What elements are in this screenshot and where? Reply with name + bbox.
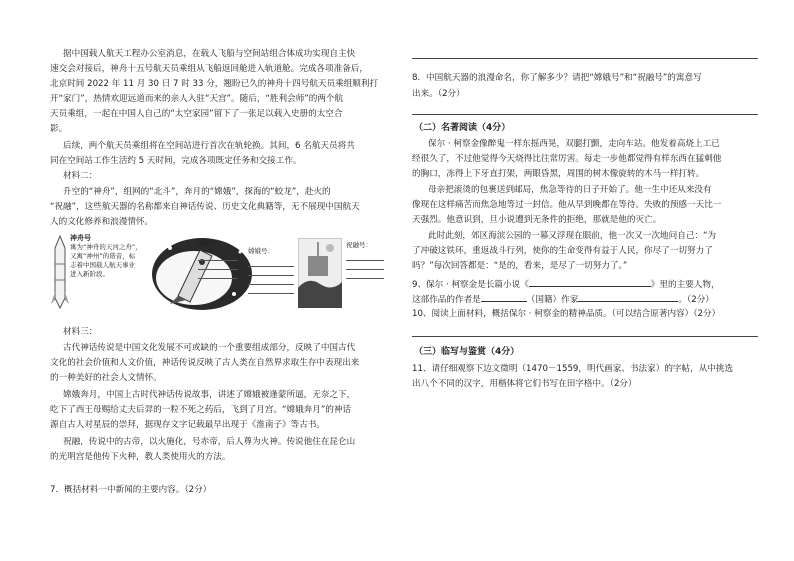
spacecraft-figure bbox=[48, 232, 388, 316]
news-line-1: 据中国载人航天工程办公室消息，在载人飞船与空间站组合体成功实现自主快 bbox=[63, 49, 356, 59]
reading-line-7: 此时此刻，郊区海滨公园的一幕又浮现在眼前，他一次又一次地问自己：“为 bbox=[428, 231, 717, 241]
reading-line-6: 天强烈。他意识到，旦小说遭到无条件的拒绝，那就是他的灭亡。 bbox=[412, 215, 662, 225]
news-line-8: 同在空间站工作生活约 5 天时间，完成各项既定任务和交接工作。 bbox=[50, 156, 302, 166]
reading-line-3: 的胸口，冻得上下牙直打架，两眼昏黑，周围的树木像旋转的木马一样打转。 bbox=[412, 169, 705, 179]
rocket-caption-4: 进入新阶段。 bbox=[70, 270, 109, 278]
q9-part-a: 9、保尔 · 柯察金是长篇小说《 bbox=[412, 280, 529, 290]
material2-title: 材料二： bbox=[63, 171, 98, 181]
news-line-3: 北京时间 2022 年 11 月 30 日 7 时 33 分，翘盼已久的神舟十四号航天员乘组顺利打 bbox=[50, 79, 379, 89]
news-line-5: 天员乘组，一起在中国人自己的“太空家园”留下了一张足以载入史册的太空合 bbox=[50, 109, 343, 119]
zhurong-line-2: 的光明宫是他传下火种，教人类使用火的方法。 bbox=[50, 452, 231, 462]
author-blank[interactable] bbox=[481, 292, 527, 302]
material2-line-2: “祝融”，这些航天器的名称都来自神话传说、历史文化典籍等，无不展现中国航天 bbox=[50, 202, 360, 212]
q9-part-b: 》里的主要人物， bbox=[650, 280, 720, 290]
reading-line-5: 像现在这样痛苦而焦急地等过一封信。他从早到晚都在等待。失败的预感一天比一 bbox=[412, 200, 722, 210]
material2-line-1: 升空的“神舟”，组网的“北斗”，奔月的“嫦娥”，探海的“蛟龙”，赴火的 bbox=[63, 187, 331, 197]
question-7: 7．概括材料一中新闻的主要内容。（2分） bbox=[50, 485, 212, 495]
question-8-line-2: 出来。（2分） bbox=[412, 89, 465, 99]
rocket-caption-2: 又寓“神州”的谐音，标 bbox=[70, 252, 136, 260]
lunar-landscape-illustration bbox=[298, 238, 342, 308]
change-line-3: 源自古人对星辰的崇拜，据现存文字记载最早出现于《淮南子》等古书。 bbox=[50, 420, 326, 430]
novel-title-blank[interactable] bbox=[529, 277, 651, 287]
reading-line-9: 吗？”每次回答都是：“是的，看来，是尽了一切努力了。” bbox=[412, 261, 628, 271]
card-1-label: 祝融号： bbox=[198, 239, 224, 247]
question-9-line-2 bbox=[412, 292, 714, 307]
answer-line[interactable] bbox=[412, 336, 758, 337]
reading-line-8: 了冲破这铁环，重返战斗行列，使你的生命变得有益于人民，你尽了一切努力了 bbox=[412, 246, 713, 256]
material3-line-2: 文化的社会价值和人文价值，神话传说反映了古人类在自然界求取生存中表现出来 bbox=[50, 358, 360, 368]
question-10: 10、阅读上面材料，概括保尔 · 柯察金的精神品质。（可以结合原著内容）（2分） bbox=[412, 309, 721, 319]
news-line-7: 后续，两个航天员乘组将在空间站进行首次在轨轮换。其间，6 名航天员将共 bbox=[63, 141, 355, 151]
material2-line-3: 人的文化修养和浪漫情怀。 bbox=[50, 217, 154, 227]
reading-line-4: 母亲把滚烫的包裹送到邮局，焦急等待的日子开始了。他一生中还从来没有 bbox=[428, 185, 712, 195]
rocket-caption-3: 志着中国载人航天事业 bbox=[70, 261, 135, 269]
reading-line-1: 保尔 · 柯察金像醉鬼一样东摇西晃，双腿打颤，走向车站。他发着高烧上工已 bbox=[428, 139, 720, 149]
section-2-title: （二）名著阅读（4分） bbox=[414, 123, 511, 133]
question-9-line-1 bbox=[412, 277, 720, 292]
question-8-line-1: 8．中国航天器的浪漫命名，你了解多少？请把“嫦娥号”和“祝融号”的寓意写 bbox=[412, 73, 702, 83]
news-line-2: 速交会对接后，神舟十五号航天员乘组从飞船返回舱进入轨道舱。完成各项准备后， bbox=[50, 64, 368, 74]
news-line-4: 开“家门”，热情欢迎远道而来的亲人入驻“天宫”。随后，“胜利会师”的两个航 bbox=[50, 94, 344, 104]
answer-line[interactable] bbox=[412, 58, 758, 59]
card-2-label: 嫦娥号： bbox=[248, 247, 274, 255]
news-line-6: 影。 bbox=[50, 124, 68, 134]
answer-line[interactable] bbox=[412, 114, 758, 115]
material3-line-1: 古代神话传说是中国文化发展不可或缺的一个重要组成部分，反映了中国古代 bbox=[63, 343, 356, 353]
change-line-2: 吃下了西王母赐给丈夫后羿的一粒不死之药后，飞到了月宫。“嫦娥奔月”的神话 bbox=[50, 405, 352, 415]
rocket-label: 神舟号 bbox=[70, 234, 91, 242]
question-11-line-2: 出八个不同的汉字，用楷体将它们书写在田字格中。（2分） bbox=[412, 379, 637, 389]
change-line-1: 嫦娥奔月，中国上古时代神话传说故事，讲述了嫦娥被逢蒙所逼，无奈之下， bbox=[63, 390, 356, 400]
rocket-icon bbox=[50, 234, 70, 314]
card-3-label: 祝融号： bbox=[346, 241, 372, 249]
q9-part-c: 这部作品的作者是 bbox=[412, 295, 481, 305]
author-name-blank[interactable] bbox=[578, 292, 678, 302]
section-3-title: （三）临写与鉴赏（4分） bbox=[414, 347, 520, 357]
zhurong-line-1: 祝融，传说中的古帝，以火施化，号赤帝，后人尊为火神。传说他住在昆仑山 bbox=[63, 437, 356, 447]
material3-line-3: 的一种美好的社会人文情怀。 bbox=[50, 373, 162, 383]
rocket-caption-1: 寓为“神舟的天河之舟”， bbox=[70, 243, 142, 251]
q9-part-d: （国籍）作家 bbox=[526, 295, 579, 305]
question-11-line-1: 11、请仔细观察下边文徵明（1470－1559，明代画家、书法家）的字帖，从中挑选 bbox=[412, 364, 734, 374]
material3-title: 材料三： bbox=[63, 327, 98, 337]
reading-line-2: 经很久了，不过他觉得今天烧得比往常厉害。每走一步他都觉得有样东西在猛刺他 bbox=[412, 154, 722, 164]
q9-part-e: 。（2分） bbox=[678, 295, 714, 305]
